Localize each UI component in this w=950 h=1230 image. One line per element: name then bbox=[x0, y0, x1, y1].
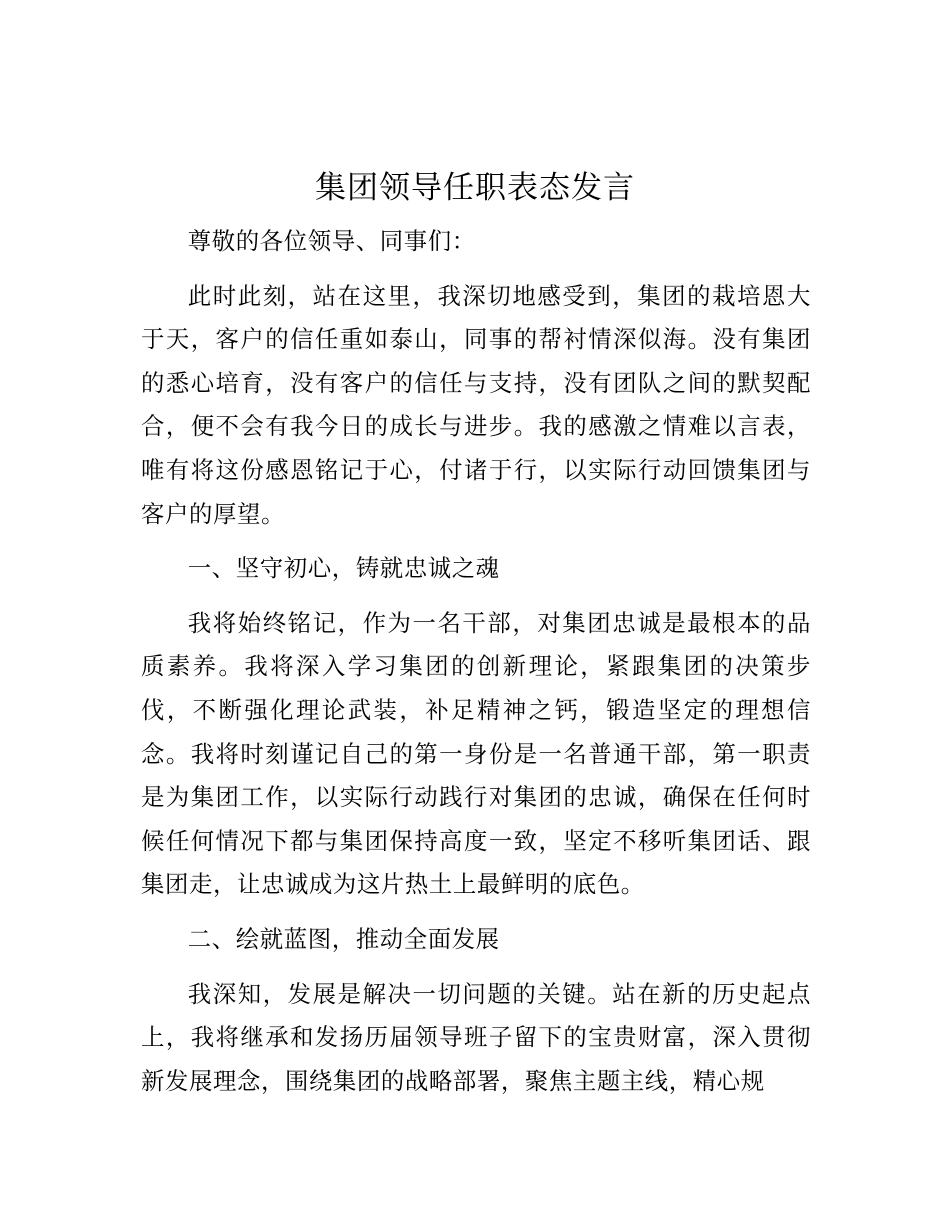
document-title: 集团领导任职表态发言 bbox=[315, 170, 635, 206]
body-paragraph: 我深知，发展是解决一切问题的关键。站在新的历史起点上，我将继承和发扬历届领导班子留下的宝贵财富，深入贯彻新发展理念，围绕集团的战略部署，聚焦主题主线，精心规 bbox=[141, 979, 811, 1095]
body-paragraph: 此时此刻，站在这里，我深切地感受到，集团的栽培恩大于天，客户的信任重如泰山，同事的帮衬情深似海。没有集团的悉心培育，没有客户的信任与支持，没有团队之间的默契配合，便不会有我今日的成长与进步。我的感激之情难以言表，唯有将这份感恩铭记于心，付诸于行，以实际行动回馈集团与客户的厚望。 bbox=[141, 281, 811, 528]
document-body bbox=[141, 220, 811, 1114]
body-paragraph: 我将始终铭记，作为一名干部，对集团忠诚是最根本的品质素养。我将深入学习集团的创新理论，紧跟集团的决策步伐，不断强化理论武装，补足精神之钙，锻造坚定的理想信念。我将时刻谨记自己的第一身份是一名普通干部，第一职责是为集团工作，以实际行动践行对集团的忠诚，确保在任何时候任何情况下都与集团保持高度一致，坚定不移听集团话、跟集团走，让忠诚成为这片热土上最鲜明的底色。 bbox=[141, 608, 811, 899]
salutation: 尊敬的各位领导、同事们： bbox=[187, 227, 476, 255]
section-heading: 二、绘就蓝图，推动全面发展 bbox=[187, 924, 500, 953]
section-heading: 一、坚守初心，铸就忠诚之魂 bbox=[187, 554, 500, 583]
